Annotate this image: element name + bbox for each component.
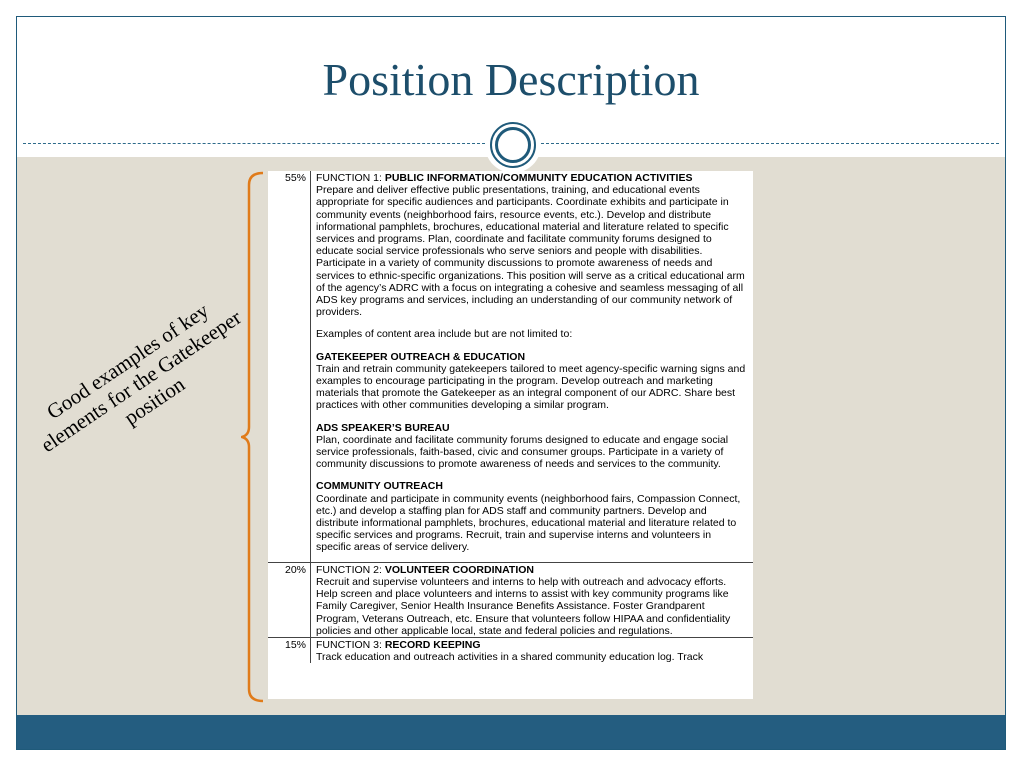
title-divider-left bbox=[23, 143, 485, 144]
section-text-community-outreach: Coordinate and participate in community events (neighborhood fairs, Compassion Connect, etc.) and develop a staffing plan for ADS staff and community partners. Develop and distribute informational pamphlets, brochures, educational material and literature related to specific services and programs. Recruit, train and supervise interns and volunteers in specific areas of service delivery. bbox=[316, 492, 741, 554]
callout-text: Good examples of key elements for the Gatekeeper position bbox=[36, 298, 246, 457]
function-1-percent: 55% bbox=[268, 171, 311, 562]
function-2-name: VOLUNTEER COORDINATION bbox=[384, 563, 534, 576]
function-1-description: Prepare and deliver effective public presentations, training, and educational events appropriate for specific audiences and participants. Coordinate exhibits and participate in community events (neighborhood fairs, resource events, etc.). Develop and distribute informational pamphlets, brochures, educational material and literature related to specific services and programs. Plan, coordinate and facilitate community forums designed to educate social service professionals who serve seniors and people with disabilities. Participate in a variety of community discussions to promote awareness of needs and services to ethnic-specific organizations. This position will serve as a critical educational arm of the agency’s ADRC with a focus on integrating a cohesive and seamless messaging of all ADS key programs and services, including an understanding of our community network of providers. bbox=[316, 184, 745, 319]
function-2-description: Recruit and supervise volunteers and interns to help with outreach and advocacy efforts. Help screen and place volunteers and interns to assist with key community programs like Family Caregiver, Senior Health Insurance Benefits Assistance. Foster Grandparent Program, Veterans Outreach, etc. Ensure that volunteers follow HIPAA and confidentiality policies and other applicable local, state and federal policies and regulations. bbox=[316, 575, 731, 637]
section-title-gatekeeper: GATEKEEPER OUTREACH & EDUCATION bbox=[316, 350, 526, 363]
function-row-1 bbox=[268, 171, 753, 562]
function-row-3 bbox=[268, 637, 753, 663]
section-title-community-outreach: COMMUNITY OUTREACH bbox=[316, 480, 443, 493]
function-row-2 bbox=[268, 562, 753, 637]
slide-frame bbox=[16, 16, 1006, 750]
function-2-label: FUNCTION 2: bbox=[316, 563, 382, 576]
footer-bar bbox=[17, 715, 1005, 750]
function-3-heading bbox=[316, 639, 747, 651]
examples-intro: Examples of content area include but are not limited to: bbox=[316, 328, 573, 341]
function-3-name: RECORD KEEPING bbox=[384, 638, 481, 651]
position-description-document bbox=[268, 171, 753, 699]
section-text-speakers-bureau: Plan, coordinate and facilitate community forums designed to educate and engage social service professionals, faith-based, civic and consumer groups. Participate in a variety of community discussions to promote awareness of needs and services to the community. bbox=[316, 433, 729, 471]
function-1-name: PUBLIC INFORMATION/COMMUNITY EDUCATION ACTIVITIES bbox=[384, 172, 693, 184]
function-2-percent: 20% bbox=[268, 562, 311, 637]
function-3-label: FUNCTION 3: bbox=[316, 638, 382, 651]
function-1-label: FUNCTION 1: bbox=[316, 172, 382, 184]
curly-bracket-icon bbox=[241, 171, 267, 711]
function-2-body bbox=[311, 562, 754, 637]
section-title-speakers-bureau: ADS SPEAKER’S BUREAU bbox=[316, 421, 450, 434]
functions-table bbox=[268, 171, 753, 663]
function-1-heading bbox=[316, 172, 747, 184]
function-3-percent: 15% bbox=[268, 637, 311, 663]
title-divider-right bbox=[541, 143, 999, 144]
function-3-description: Track education and outreach activities in a shared community education log. Track bbox=[316, 651, 704, 664]
function-3-body bbox=[311, 637, 754, 663]
function-2-heading bbox=[316, 564, 747, 576]
function-1-body bbox=[311, 171, 754, 562]
section-text-gatekeeper: Train and retrain community gatekeepers tailored to meet agency-specific warning signs and examples to encourage participating in the program. Develop outreach and marketing materials that promote the Gatekeeper as an integral component of our ADRC. Share best practices with other communities developing a similar program. bbox=[316, 362, 746, 412]
slide-title: Position Description bbox=[322, 54, 700, 105]
circle-ornament-icon bbox=[485, 117, 541, 173]
